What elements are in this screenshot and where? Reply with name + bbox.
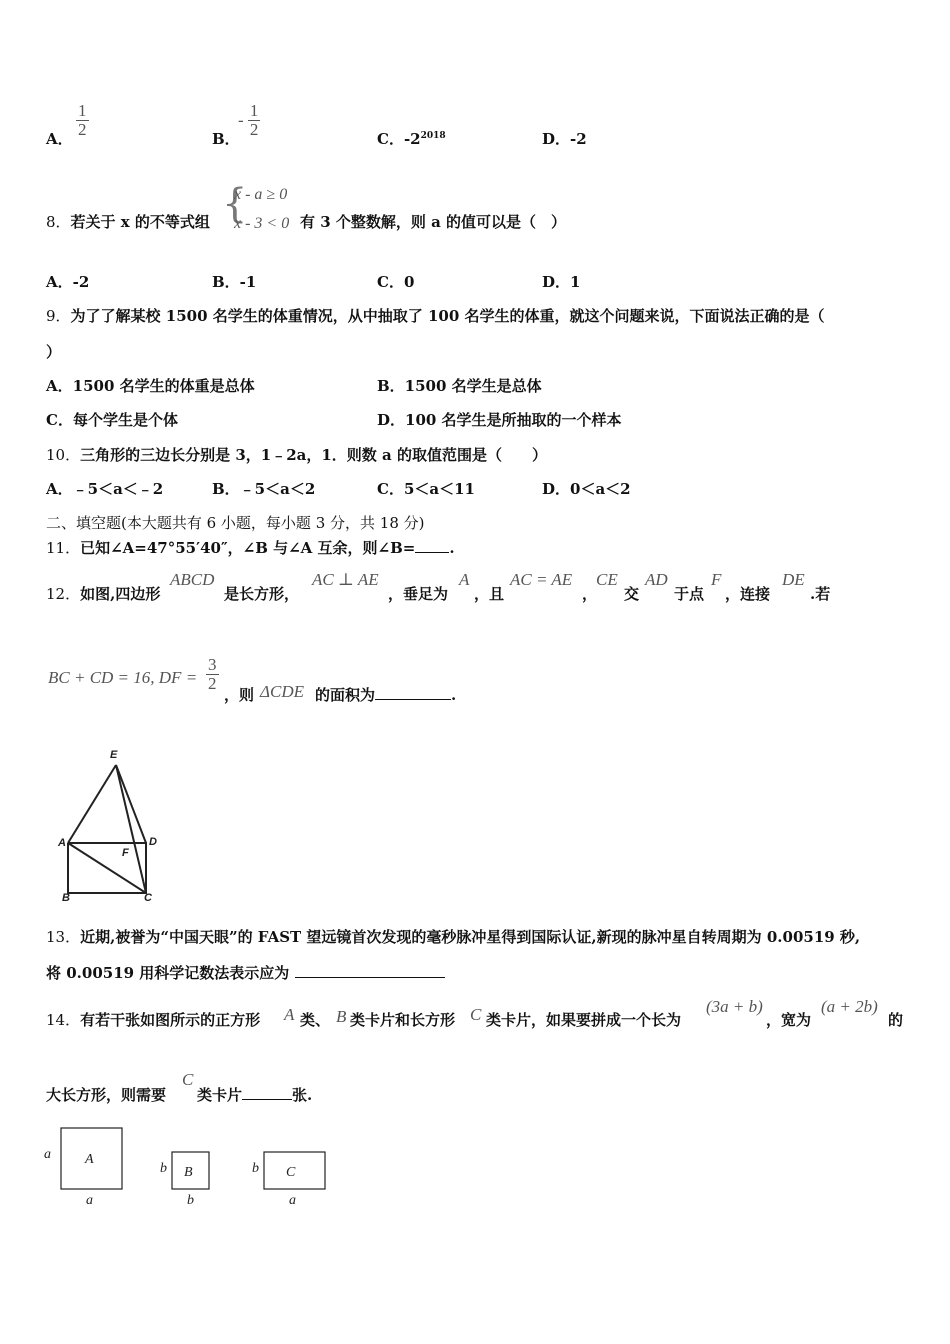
q13-stem-cont <box>46 962 445 983</box>
q12-t4: ，且 <box>474 585 505 603</box>
question-text: 为了了解某校 1500 名学生的体重情况，从中抽取了 100 名学生的体重，就这个问题来说，下面说法正确的是（ <box>70 307 825 325</box>
question-number: 9． <box>46 307 71 325</box>
q9-option-c: C．每个学生是个体 <box>46 411 178 429</box>
q12-t3: ，垂足为 <box>388 585 449 603</box>
segment-ae <box>68 765 116 843</box>
q14-line2-t1: 大长方形，则需要 <box>46 1086 167 1104</box>
option-label: A． <box>46 130 73 148</box>
label-a: A <box>58 837 66 849</box>
minus-sign: - <box>238 110 244 130</box>
q12-m3: A <box>459 570 470 589</box>
q14-line2-m: C <box>182 1070 194 1089</box>
question-text: 将 0.00519 用科学记数法表示应为 <box>46 964 290 982</box>
question-number: 12． <box>46 585 81 603</box>
q7-b-fraction <box>238 102 260 139</box>
q12-m8: DE <box>782 570 805 589</box>
q14-t4: 类卡片，如果要拼成一个长为 <box>486 1011 682 1029</box>
q10-option-d: D．0＜a＜2 <box>542 480 631 498</box>
label-b: B <box>62 892 70 904</box>
q9-option-b: B．1500 名学生是总体 <box>377 377 542 395</box>
q8-stem-post: 有 3 个整数解，则 a 的值可以是（ ） <box>300 213 567 231</box>
section-title: 二、填空题(本大题共有 6 小题，每小题 3 分，共 18 分) <box>46 514 425 532</box>
answer-blank[interactable] <box>415 538 449 553</box>
numerator: 1 <box>78 101 87 120</box>
punctuation: . <box>449 539 455 557</box>
q12-m7: F <box>711 570 722 589</box>
question-text: 若关于 x 的不等式组 <box>70 213 210 231</box>
base: -2 <box>403 130 421 148</box>
q12-t8: ，连接 <box>725 585 771 603</box>
numerator: 3 <box>208 655 217 674</box>
q12-t7: 于点 <box>674 585 705 603</box>
exponent: 2018 <box>420 131 446 141</box>
q12-line2-t2 <box>315 684 456 705</box>
q12-condition: BC + CD = 16, DF = <box>48 668 198 687</box>
q14-stem <box>46 1009 260 1030</box>
q10-option-b: B．﹣5＜a＜2 <box>212 480 316 498</box>
q8-option-b: B．-1 <box>212 273 257 291</box>
geometry-figure <box>46 740 176 910</box>
question-number: 8． <box>46 213 71 231</box>
question-text: 类卡片 <box>197 1086 243 1104</box>
q12-t2: 是长方形， <box>224 585 300 603</box>
q8-ineq1: x - a ≥ 0 <box>234 186 288 203</box>
denominator: 2 <box>208 673 217 693</box>
q14-t2: 类、 <box>300 1011 331 1029</box>
label-f: F <box>122 847 129 859</box>
option-value: -2 <box>570 130 587 148</box>
question-number: 13． <box>46 928 81 946</box>
card-a-side-label: a <box>44 1147 51 1162</box>
q14-t3: 类卡片和长方形 <box>350 1011 456 1029</box>
q9-stem-cont: ） <box>46 343 62 361</box>
q8-stem <box>46 211 210 232</box>
q9-stem <box>46 305 825 326</box>
q7-a-fraction <box>76 102 89 139</box>
label-d: D <box>149 836 157 848</box>
q8-option-d: D．1 <box>542 273 581 291</box>
question-text: 已知∠A=47°55′40″，∠B 与∠A 互余，则∠B= <box>80 539 416 557</box>
question-number: 11． <box>46 539 81 557</box>
q8-option-a: A．-2 <box>46 273 90 291</box>
question-text: 有若干张如图所示的正方形 <box>80 1011 261 1029</box>
card-b-side-label: b <box>160 1161 167 1176</box>
q12-line2-m: ΔCDE <box>260 682 304 701</box>
label-c: C <box>144 892 152 904</box>
denominator: 2 <box>78 119 87 139</box>
question-text: 的面积为 <box>315 686 376 704</box>
option-label: C． <box>377 130 404 148</box>
q14-line2-t2 <box>197 1084 312 1105</box>
card-b-bottom-label: b <box>187 1193 194 1208</box>
q14-m3: C <box>470 1005 482 1024</box>
q7-option-a <box>46 128 73 149</box>
q8-option-c: C．0 <box>377 273 415 291</box>
question-number: 14． <box>46 1011 81 1029</box>
q12-t5: ， <box>582 585 598 603</box>
q12-m5: CE <box>596 570 618 589</box>
denominator: 2 <box>249 119 259 139</box>
q14-t5: ，宽为 <box>766 1011 812 1029</box>
card-c-side-label: b <box>252 1161 259 1176</box>
q12-m2: AC ⊥ AE <box>312 570 379 589</box>
question-text: 如图,四边形 <box>80 585 161 603</box>
q14-m4: (3a + b) <box>706 997 763 1016</box>
q9-option-a: A．1500 名学生的体重是总体 <box>46 377 255 395</box>
question-number: 10． <box>46 446 81 464</box>
q12-line2-t1: ，则 <box>224 686 255 704</box>
option-label: D． <box>542 130 571 148</box>
fraction <box>206 656 219 693</box>
numerator: 1 <box>249 101 259 120</box>
q14-t6: 的 <box>888 1011 904 1029</box>
question-text: 张. <box>292 1086 313 1104</box>
label-e: E <box>110 749 118 761</box>
q13-stem <box>46 926 860 947</box>
card-c-label: C <box>286 1165 296 1180</box>
system-brace: { <box>222 181 248 227</box>
card-b-label: B <box>184 1165 193 1180</box>
question-text: 近期,被誉为“中国天眼”的 FAST 望远镜首次发现的毫秒脉冲星得到国际认证,新现的脉冲星自转周期为 0.00519 秒, <box>80 928 861 946</box>
q14-m5: (a + 2b) <box>821 997 878 1016</box>
q12-df-fraction <box>206 656 219 693</box>
fraction <box>76 102 89 139</box>
card-c-bottom-label: a <box>289 1193 296 1208</box>
q10-stem <box>46 444 547 465</box>
q12-stem-num <box>46 583 160 604</box>
q10-option-a: A．﹣5＜a＜﹣2 <box>46 480 164 498</box>
q14-m2: B <box>336 1007 347 1026</box>
card-a-label: A <box>85 1152 94 1167</box>
q7-option-b <box>212 128 240 149</box>
q11-stem <box>46 537 455 558</box>
q12-t6: 交 <box>624 585 640 603</box>
q7-option-c <box>377 128 446 149</box>
q10-option-c: C．5＜a＜11 <box>377 480 475 498</box>
diagonal-ac <box>68 843 146 893</box>
punctuation: . <box>451 686 457 704</box>
q12-t9: .若 <box>810 585 831 603</box>
option-label: B． <box>212 130 240 148</box>
answer-blank[interactable] <box>295 963 445 978</box>
card-a-bottom-label: a <box>86 1193 93 1208</box>
q9-option-d: D．100 名学生是所抽取的一个样本 <box>377 411 622 429</box>
q12-m1: ABCD <box>170 570 215 589</box>
q7-option-d <box>542 128 587 149</box>
answer-blank[interactable] <box>242 1085 292 1100</box>
q14-m1: A <box>284 1005 295 1024</box>
q12-m4: AC = AE <box>510 570 573 589</box>
cards-figure <box>40 1120 340 1215</box>
answer-blank[interactable] <box>375 685 451 700</box>
fraction <box>248 102 261 139</box>
question-text: 三角形的三边长分别是 3，1﹣2a，1．则数 a 的取值范围是（ ） <box>80 446 547 464</box>
q12-m6: AD <box>645 570 668 589</box>
q8-ineq2: x - 3 < 0 <box>234 215 290 232</box>
